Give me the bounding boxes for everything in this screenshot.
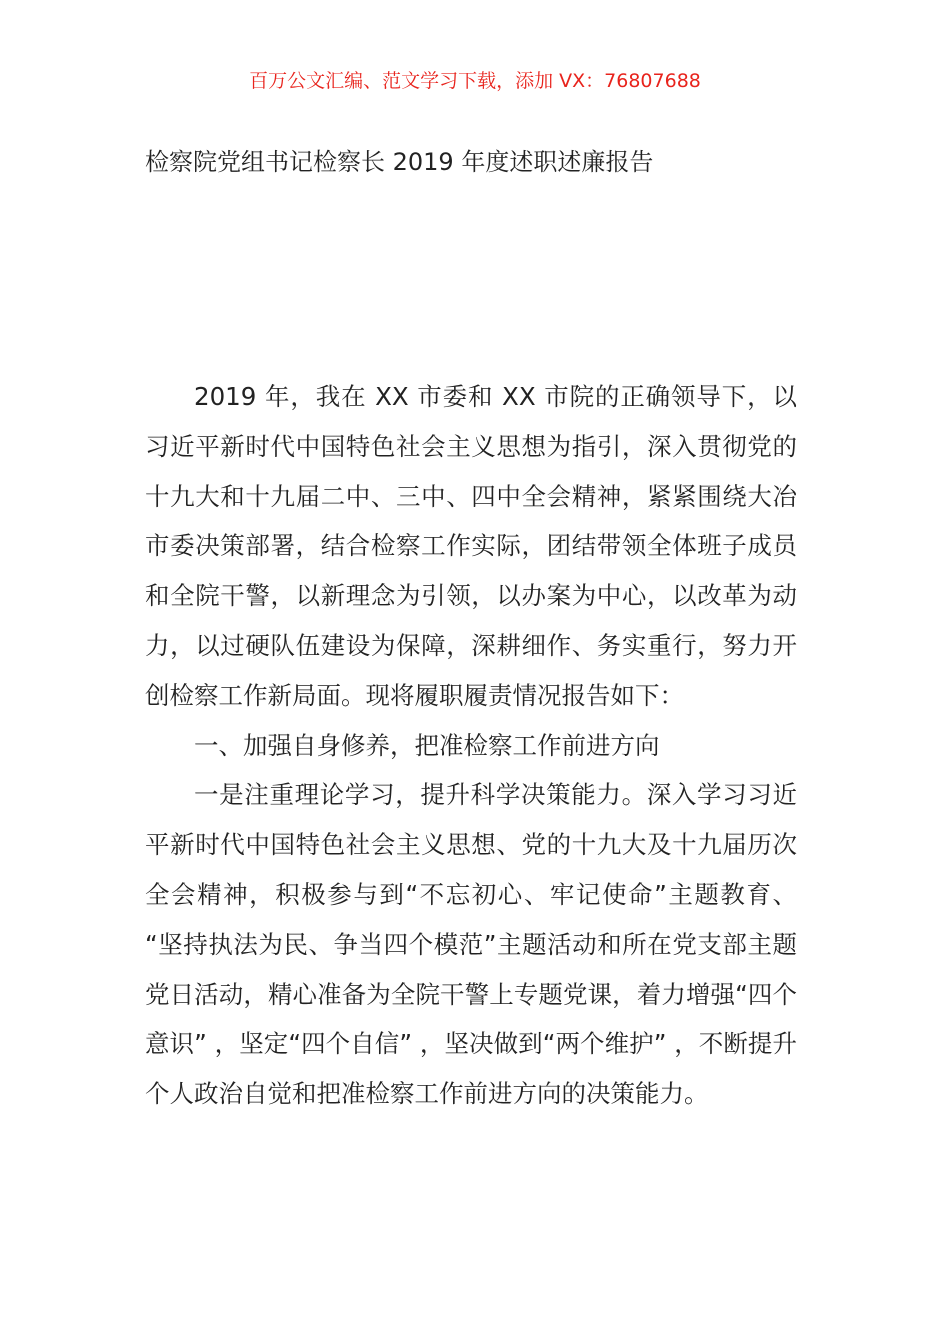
watermark-banner: 百万公文汇编、范文学习下载，添加 VX：76807688 (249, 70, 701, 92)
section-heading-1: 一、加强自身修养，把准检察工作前进方向 (194, 730, 660, 760)
document-body (145, 372, 797, 1119)
document-title: 检察院党组书记检察长 2019 年度述职述廉报告 (145, 148, 654, 176)
paragraph-intro: 2019 年，我在 XX 市委和 XX 市院的正确领导下，以习近平新时代中国特色社会主义思想为指引，深入贯彻党的十九大和十九届二中、三中、四中全会精神，紧紧围绕大冶市委决策部署，结合检察工作实际，团结带领全体班子成员和全院干警，以新理念为引领，以办案为中心，以改革为动力，以过硬队伍建设为保障，深耕细作、务实重行，努力开创检察工作新局面。现将履职履责情况报告如下： (145, 382, 797, 710)
paragraph-point-1: 一是注重理论学习，提升科学决策能力。深入学习习近平新时代中国特色社会主义思想、党的十九大及十九届历次全会精神，积极参与到“不忘初心、牢记使命”主题教育、 “坚持执法为民、争当四个模范”主题活动和所在党支部主题党日活动，精心准备为全院干警上专题党课，着力增强“四个意识” ，坚定“四个自信” ，坚决做到“两个维护” ，不断提升个人政治自觉和把准检察工作前进方向的决策能力。 (145, 780, 797, 1109)
